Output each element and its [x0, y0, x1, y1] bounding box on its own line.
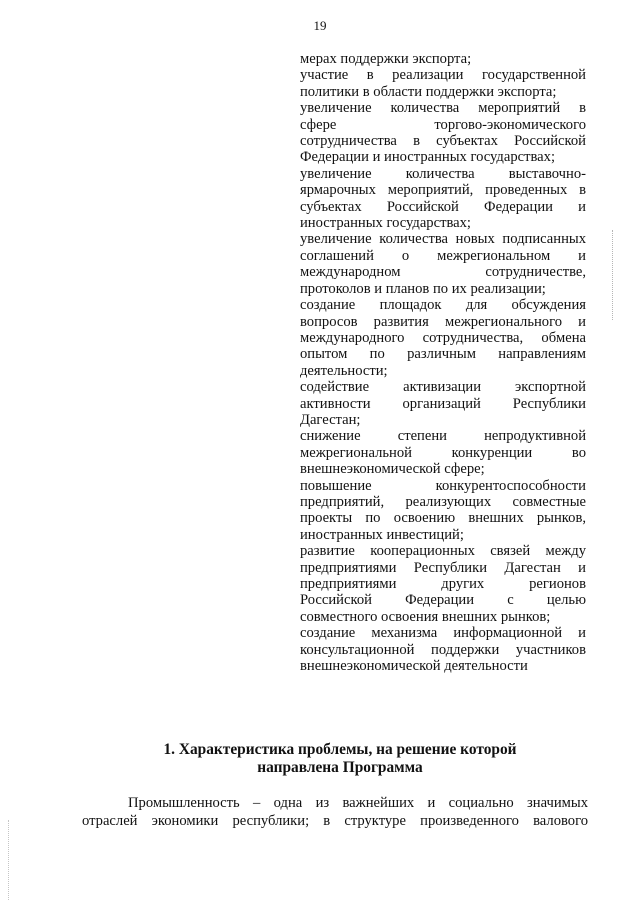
list-line: создание площадок для обсуждения: [300, 297, 586, 314]
body-paragraph: [82, 794, 588, 830]
list-line: иностранных государствах;: [300, 215, 471, 232]
list-line: внешнеэкономической сфере;: [300, 461, 485, 478]
list-line: международном сотрудничестве,: [300, 264, 586, 281]
list-line: соглашений о межрегиональном и: [300, 247, 586, 264]
scan-artifact: [8, 820, 11, 900]
list-line: активности организаций Республики: [300, 395, 586, 412]
goals-list-column: [300, 51, 586, 674]
list-line: деятельности;: [300, 362, 388, 379]
list-line: протоколов и планов по их реализации;: [300, 280, 546, 297]
list-line: содействие активизации экспортной: [300, 379, 586, 396]
list-line: предприятиями Республики Дагестан и: [300, 559, 586, 576]
list-line: совместного освоения внешних рынков;: [300, 608, 551, 625]
section-heading: [90, 741, 590, 777]
list-line: мерах поддержки экспорта;: [300, 51, 472, 67]
list-line: сфере торгово-экономического: [300, 116, 586, 133]
list-line: опытом по различным направлениям: [300, 346, 586, 363]
list-line: развитие кооперационных связей между: [300, 543, 586, 560]
list-line: участие в реализации государственной: [300, 67, 586, 84]
list-line: увеличение количества мероприятий в: [300, 100, 586, 117]
list-line: ярмарочных мероприятий, проведенных в: [300, 182, 586, 199]
section-heading-line: направлена Программа: [257, 759, 423, 776]
list-line: международного сотрудничества, обмена: [300, 329, 586, 346]
list-line: внешнеэкономической деятельности: [300, 658, 528, 675]
list-line: увеличение количества новых подписанных: [300, 231, 586, 248]
list-line: повышение конкурентоспособности: [300, 477, 586, 494]
list-line: иностранных инвестиций;: [300, 526, 464, 543]
list-line: предприятиями других регионов: [300, 576, 586, 592]
section-heading-line: 1. Характеристика проблемы, на решение которой: [163, 741, 517, 758]
page-number: 19: [313, 18, 327, 33]
paragraph-line: отраслей экономики республики; в структуре произведенного валового: [82, 813, 588, 829]
list-line: сотрудничества в субъектах Российской: [300, 133, 586, 150]
list-line: консультационной поддержки участников: [300, 641, 586, 658]
list-line: Дагестан;: [300, 411, 361, 428]
list-line: Российской Федерации с целью: [300, 592, 586, 609]
list-line: вопросов развития межрегионального и: [300, 313, 586, 330]
list-line: предприятий, реализующих совместные: [300, 493, 586, 510]
list-line: политики в области поддержки экспорта;: [300, 83, 557, 100]
scan-artifact: [612, 230, 615, 320]
list-line: субъектах Российской Федерации и: [300, 198, 586, 215]
list-line: создание механизма информационной и: [300, 625, 586, 642]
list-line: межрегиональной конкуренции во: [300, 444, 586, 461]
paragraph-line: Промышленность – одна из важнейших и социально значимых: [128, 795, 588, 811]
list-line: проекты по освоению внешних рынков,: [300, 510, 586, 527]
list-line: снижение степени непродуктивной: [300, 428, 586, 445]
list-line: увеличение количества выставочно-: [300, 165, 586, 182]
list-line: Федерации и иностранных государствах;: [300, 149, 556, 166]
